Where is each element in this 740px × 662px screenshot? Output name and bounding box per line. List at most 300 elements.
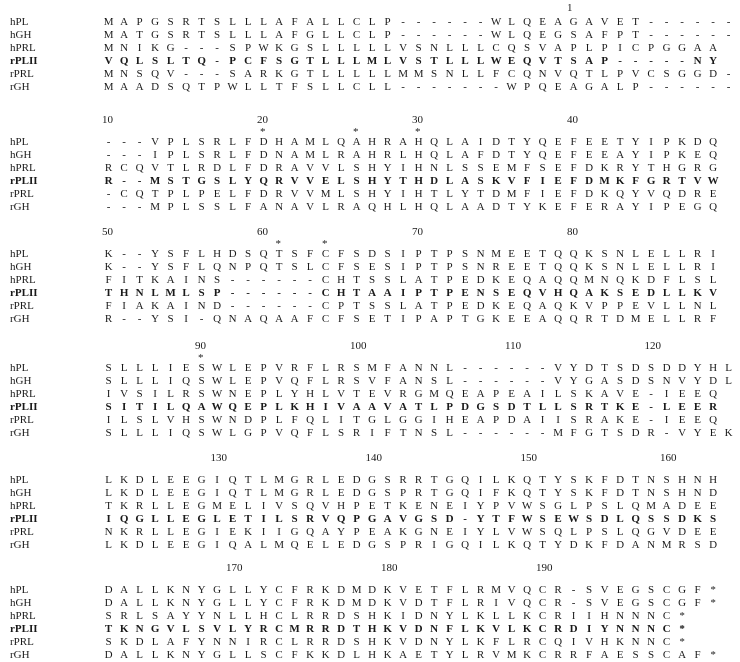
residue: W [211, 427, 223, 439]
residue: D [352, 474, 361, 486]
residue: T [632, 16, 639, 28]
residue: E [554, 513, 562, 525]
gap: - [416, 81, 421, 93]
residue: E [508, 313, 515, 325]
residue: S [291, 261, 298, 273]
residue: A [399, 401, 408, 413]
residue: P [260, 401, 267, 413]
residue: S [136, 414, 143, 426]
residue: S [353, 175, 360, 187]
residue: K [538, 201, 547, 213]
residue: Q [523, 474, 532, 486]
residue: S [353, 261, 360, 273]
residue: S [694, 274, 701, 286]
sequence-label-rprl: rPRL [10, 526, 34, 538]
residue: G [290, 487, 299, 499]
residue: A [120, 649, 129, 661]
residue: Q [569, 248, 578, 260]
residue: D [352, 487, 361, 499]
residue: L [229, 610, 236, 622]
residue: E [415, 500, 422, 512]
residue: F [245, 136, 252, 148]
residue: Q [290, 539, 299, 551]
residue: R [197, 162, 206, 174]
residue: T [244, 513, 252, 525]
residue: L [492, 526, 500, 538]
residue: H [368, 149, 377, 161]
residue: A [290, 162, 299, 174]
residue: I [106, 414, 111, 426]
residue: Q [259, 313, 268, 325]
residue: I [618, 42, 622, 54]
residue: N [430, 636, 439, 648]
residue: R [523, 636, 531, 648]
residue: M [103, 68, 114, 80]
residue: N [213, 610, 222, 622]
residue: R [135, 526, 144, 538]
residue: P [446, 313, 453, 325]
residue: Y [693, 427, 702, 439]
residue: C [538, 636, 547, 648]
gap: - [540, 362, 545, 374]
residue: I [478, 474, 483, 486]
gap: - [494, 375, 498, 387]
residue: D [337, 584, 346, 596]
residue: L [585, 42, 593, 54]
gap: - [137, 261, 142, 273]
residue: K [507, 474, 516, 486]
residue: L [136, 584, 143, 596]
residue: L [182, 201, 190, 213]
residue: V [399, 623, 408, 635]
residue: C [352, 81, 361, 93]
gap: - [726, 68, 731, 80]
residue: M [491, 248, 501, 260]
residue: I [711, 248, 715, 260]
residue: E [337, 539, 345, 551]
residue: E [446, 526, 453, 538]
residue: F [307, 313, 314, 325]
sequence-label-hpl: hPL [10, 136, 29, 148]
residue: E [693, 401, 702, 413]
sequence-label-rgh: rGH [10, 313, 30, 325]
residue: I [215, 474, 219, 486]
residue: V [600, 584, 609, 596]
residue: L [446, 162, 453, 174]
residue: S [663, 474, 670, 486]
residue: V [507, 526, 516, 538]
residue: S [198, 287, 205, 299]
residue: R [290, 362, 299, 374]
gap: - [246, 274, 250, 286]
residue: D [678, 526, 687, 538]
gap: - [184, 42, 188, 54]
residue: E [647, 248, 655, 260]
residue: S [648, 597, 655, 609]
residue: D [337, 649, 346, 661]
residue: R [399, 388, 407, 400]
residue: M [553, 427, 563, 439]
residue: K [600, 188, 609, 200]
stop-marker: * [710, 584, 716, 596]
residue: M [274, 539, 284, 551]
residue: D [244, 414, 253, 426]
residue: G [290, 55, 299, 67]
residue: S [353, 375, 360, 387]
residue: C [321, 313, 330, 325]
residue: Q [228, 487, 237, 499]
conserved-star-marker: * [198, 352, 204, 364]
residue: L [322, 29, 329, 41]
residue: G [569, 16, 578, 28]
residue: I [401, 162, 405, 174]
residue: F [523, 175, 531, 187]
residue: S [617, 375, 624, 387]
residue: F [446, 597, 453, 609]
gap: - [494, 362, 498, 374]
residue: T [508, 136, 515, 148]
residue: I [571, 610, 576, 622]
residue: K [600, 287, 609, 299]
residue: R [414, 539, 423, 551]
residue: A [368, 287, 377, 299]
residue: S [462, 248, 469, 260]
residue: R [306, 610, 314, 622]
residue: Q [228, 539, 237, 551]
residue: L [151, 500, 159, 512]
residue: L [337, 55, 345, 67]
residue: C [321, 300, 330, 312]
residue: F [307, 248, 314, 260]
position-tick: 150 [520, 452, 537, 464]
residue: F [446, 584, 453, 596]
residue: A [709, 42, 718, 54]
residue: T [430, 248, 438, 260]
residue: I [571, 636, 576, 648]
residue: K [693, 513, 702, 525]
residue: S [291, 248, 298, 260]
residue: I [587, 610, 591, 622]
residue: L [120, 414, 128, 426]
residue: K [120, 636, 129, 648]
residue: K [321, 597, 330, 609]
residue: Y [476, 500, 485, 512]
residue: D [259, 188, 268, 200]
gap: - [230, 300, 235, 312]
gap: - [463, 375, 467, 387]
residue: S [586, 513, 593, 525]
residue: G [414, 388, 423, 400]
residue: E [492, 162, 500, 174]
residue: V [290, 188, 299, 200]
residue: V [507, 500, 516, 512]
residue: G [631, 597, 640, 609]
residue: G [554, 29, 563, 41]
residue: A [600, 649, 609, 661]
residue: D [492, 201, 501, 213]
residue: N [430, 362, 439, 374]
sequence-label-hgh: hGH [10, 597, 32, 609]
residue: Y [631, 136, 640, 148]
residue: V [492, 623, 501, 635]
residue: A [166, 274, 175, 286]
residue: I [137, 42, 142, 54]
residue: Q [430, 201, 439, 213]
residue: I [153, 388, 157, 400]
residue: E [585, 136, 593, 148]
residue: A [678, 649, 687, 661]
residue: H [213, 248, 222, 260]
residue: S [198, 149, 205, 161]
sequence-label-rgh: rGH [10, 539, 30, 551]
residue: P [213, 287, 221, 299]
residue: P [586, 526, 593, 538]
residue: Y [523, 149, 532, 161]
residue: H [368, 649, 377, 661]
residue: S [648, 584, 655, 596]
residue: L [678, 313, 686, 325]
residue: T [647, 162, 655, 174]
residue: P [167, 149, 174, 161]
sequence-label-hpl: hPL [10, 362, 29, 374]
residue: C [492, 42, 500, 54]
residue: L [260, 474, 267, 486]
residue: L [322, 414, 329, 426]
residue: E [539, 29, 546, 41]
residue: S [415, 42, 422, 54]
residue: F [384, 362, 391, 374]
residue: H [414, 136, 423, 148]
residue: S [586, 597, 593, 609]
residue: F [570, 175, 577, 187]
residue: I [556, 414, 560, 426]
sequence-label-rgh: rGH [10, 201, 30, 213]
residue: D [135, 487, 144, 499]
gap: - [184, 68, 188, 80]
residue: V [709, 287, 718, 299]
residue: N [693, 487, 702, 499]
residue: M [165, 287, 176, 299]
residue: I [478, 539, 483, 551]
residue: C [321, 248, 330, 260]
residue: Y [290, 388, 299, 400]
residue: I [168, 427, 173, 439]
residue: A [554, 16, 563, 28]
residue: L [182, 136, 190, 148]
residue: F [601, 474, 608, 486]
residue: L [151, 414, 159, 426]
residue: Q [461, 539, 470, 551]
residue: V [538, 42, 547, 54]
residue: L [554, 401, 562, 413]
residue: S [570, 55, 577, 67]
residue: S [477, 162, 484, 174]
residue: M [150, 201, 160, 213]
sequence-label-hgh: hGH [10, 261, 32, 273]
residue: S [198, 623, 205, 635]
residue: S [601, 500, 608, 512]
residue: K [383, 636, 392, 648]
residue: L [120, 427, 128, 439]
residue: S [276, 55, 283, 67]
residue: S [570, 414, 577, 426]
residue: H [368, 162, 377, 174]
residue: Q [709, 388, 718, 400]
residue: L [322, 487, 329, 499]
residue: K [523, 649, 532, 661]
residue: M [274, 487, 284, 499]
residue: E [507, 55, 516, 67]
gap: - [463, 427, 467, 439]
gap: - [509, 375, 514, 387]
residue: E [368, 526, 376, 538]
residue: S [431, 375, 438, 387]
residue: F [570, 201, 577, 213]
residue: M [351, 584, 362, 596]
residue: E [368, 261, 376, 273]
residue: L [151, 584, 159, 596]
residue: V [678, 427, 687, 439]
gap: - [122, 136, 126, 148]
residue: L [275, 388, 283, 400]
sequence-label-rprl: rPRL [10, 414, 34, 426]
residue: G [678, 42, 687, 54]
residue: P [353, 513, 360, 525]
residue: T [523, 401, 531, 413]
residue: L [229, 427, 236, 439]
residue: D [709, 375, 718, 387]
residue: T [306, 55, 314, 67]
residue: F [524, 162, 531, 174]
residue: G [368, 487, 377, 499]
residue: D [337, 623, 346, 635]
residue: L [322, 81, 329, 93]
residue: N [693, 300, 702, 312]
residue: Q [306, 526, 315, 538]
residue: H [414, 201, 423, 213]
gap: - [463, 362, 467, 374]
gap: - [292, 300, 297, 312]
residue: E [523, 313, 531, 325]
residue: T [244, 474, 252, 486]
residue: A [523, 388, 532, 400]
residue: E [182, 487, 190, 499]
residue: P [167, 136, 174, 148]
residue: R [104, 313, 113, 325]
residue: M [661, 539, 672, 551]
residue: P [617, 68, 624, 80]
residue: R [693, 162, 702, 174]
sequence-label-rprl: rPRL [10, 68, 34, 80]
residue: A [461, 149, 470, 161]
residue: Q [554, 300, 563, 312]
residue: N [631, 623, 640, 635]
residue: T [461, 313, 469, 325]
residue: K [507, 539, 516, 551]
residue: F [601, 539, 608, 551]
residue: S [105, 375, 112, 387]
residue: L [275, 513, 283, 525]
residue: L [182, 149, 190, 161]
residue: G [197, 474, 206, 486]
residue: M [367, 362, 377, 374]
residue: R [306, 623, 315, 635]
residue: P [493, 500, 500, 512]
residue: S [353, 188, 360, 200]
residue: L [337, 29, 345, 41]
residue: K [491, 175, 501, 187]
residue: L [337, 175, 345, 187]
residue: P [648, 42, 655, 54]
residue: Q [569, 287, 578, 299]
residue: Q [523, 274, 532, 286]
residue: K [119, 623, 129, 635]
residue: G [662, 42, 671, 54]
residue: E [182, 513, 190, 525]
residue: H [709, 362, 718, 374]
residue: E [554, 136, 562, 148]
residue: L [136, 375, 143, 387]
residue: L [508, 29, 515, 41]
sequence-label-rprl: rPRL [10, 636, 34, 648]
residue: C [244, 55, 253, 67]
residue: E [182, 539, 190, 551]
sequence-label-hgh: hGH [10, 149, 32, 161]
gap: - [664, 16, 669, 28]
sequence-label-rgh: rGH [10, 649, 30, 661]
residue: Q [182, 81, 191, 93]
residue: T [136, 274, 143, 286]
residue: A [383, 513, 392, 525]
gap: - [664, 81, 669, 93]
residue: L [353, 649, 360, 661]
position-tick: 60 [257, 226, 268, 238]
residue: Y [337, 526, 346, 538]
residue: D [585, 162, 594, 174]
residue: K [166, 597, 175, 609]
residue: L [322, 149, 329, 161]
residue: L [229, 136, 236, 148]
residue: H [367, 623, 377, 635]
residue: P [663, 149, 670, 161]
residue: Y [523, 201, 532, 213]
residue: R [616, 162, 624, 174]
residue: K [476, 623, 485, 635]
residue: Q [554, 274, 563, 286]
sequence-label-hpl: hPL [10, 248, 29, 260]
residue: G [197, 526, 206, 538]
residue: C [321, 274, 330, 286]
residue: V [693, 175, 702, 187]
residue: Y [445, 636, 454, 648]
residue: L [120, 375, 128, 387]
residue: G [554, 500, 563, 512]
residue: Q [569, 274, 578, 286]
residue: D [104, 584, 113, 596]
residue: R [306, 474, 314, 486]
residue: N [631, 610, 640, 622]
residue: I [649, 201, 653, 213]
residue: D [585, 175, 594, 187]
residue: E [182, 526, 190, 538]
residue: K [321, 649, 330, 661]
gap: - [618, 55, 622, 67]
residue: P [493, 414, 500, 426]
residue: Q [368, 201, 377, 213]
residue: E [337, 474, 345, 486]
residue: P [229, 55, 236, 67]
residue: A [538, 274, 547, 286]
